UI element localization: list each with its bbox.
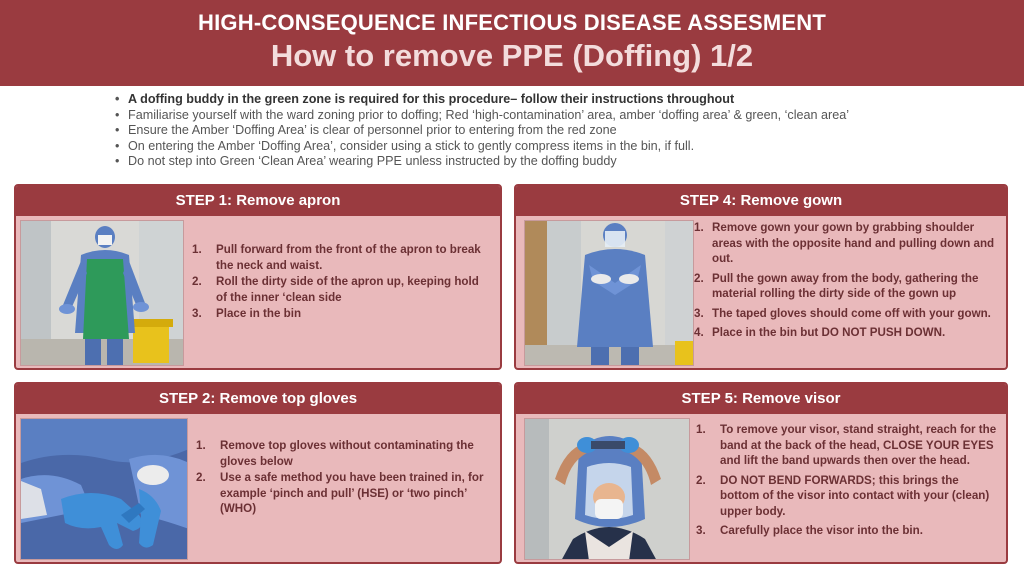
header-banner [0,0,1024,86]
step-1-instructions [192,242,492,323]
step-1-title: STEP 1: Remove apron [16,186,500,216]
list-item: 3. Carefully place the visor into the bin. [696,524,923,537]
intro-bullet: • Do not step into Green ‘Clean Area’ wearing PPE unless instructed by the doffing buddy [110,154,990,170]
list-item: 1. Remove top gloves without contaminating the gloves below [196,439,474,468]
step-2-panel [14,382,502,564]
step-4-title: STEP 4: Remove gown [516,186,1006,216]
step-4-panel [514,184,1008,370]
gown-removal-photo [524,220,694,366]
intro-bullet: • On entering the Amber ‘Doffing Area’, consider using a stick to gently compress items in the bin, if full. [110,139,990,155]
list-item: 1. To remove your visor, stand straight, reach for the band at the back of the head, CLOSE YOUR EYES and lift the band upwards then over the head. [696,423,997,467]
list-item: 1. Pull forward from the front of the apron to break the neck and waist. [192,243,481,272]
list-item: 2. Roll the dirty side of the apron up, keeping hold of the inner ‘clean side [192,275,479,304]
list-item: 3. Place in the bin [192,307,302,320]
step-5-title: STEP 5: Remove visor [516,384,1006,414]
page-title: HIGH-CONSEQUENCE INFECTIOUS DISEASE ASSESMENT [198,10,826,35]
page-subtitle: How to remove PPE (Doffing) 1/2 [270,38,754,73]
step-5-panel [514,382,1008,564]
step-2-instructions [196,438,496,518]
intro-bullet-list [110,92,990,170]
list-item: 4. Place in the bin but DO NOT PUSH DOWN. [694,326,946,339]
list-item: 2. Use a safe method you have been trained in, for example ‘pinch and pull’ (HSE) or ‘two pinch’ (WHO) [196,471,484,515]
step-5-instructions [696,422,1000,543]
list-item: 2. Pull the gown away from the body, gathering the material rolling the dirty side of the gown up [694,271,979,300]
list-item: 2. DO NOT BEND FORWARDS; this brings the bottom of the visor into contact with your (clean) upper body. [696,473,990,518]
intro-bullet: • A doffing buddy in the green zone is required for this procedure– follow their instructions throughout [110,92,990,108]
apron-removal-photo [20,220,184,366]
glove-removal-photo [20,418,188,560]
list-item: 3. The taped gloves should come off with your gown. [694,306,991,320]
intro-bullet: • Familiarise yourself with the ward zoning prior to doffing; Red ‘high-contamination’ area, amber ‘doffing area’ & green, ‘clean area’ [110,108,990,124]
step-1-panel [14,184,502,370]
intro-bullet: • Ensure the Amber ‘Doffing Area’ is clear of personnel prior to entering from the red zone [110,123,990,139]
step-2-title: STEP 2: Remove top gloves [16,384,500,414]
visor-removal-photo [524,418,690,560]
step-4-instructions [694,220,1000,345]
list-item: 1. Remove gown your gown by grabbing shoulder areas with the opposite hand and pulling down and out. [694,221,995,265]
